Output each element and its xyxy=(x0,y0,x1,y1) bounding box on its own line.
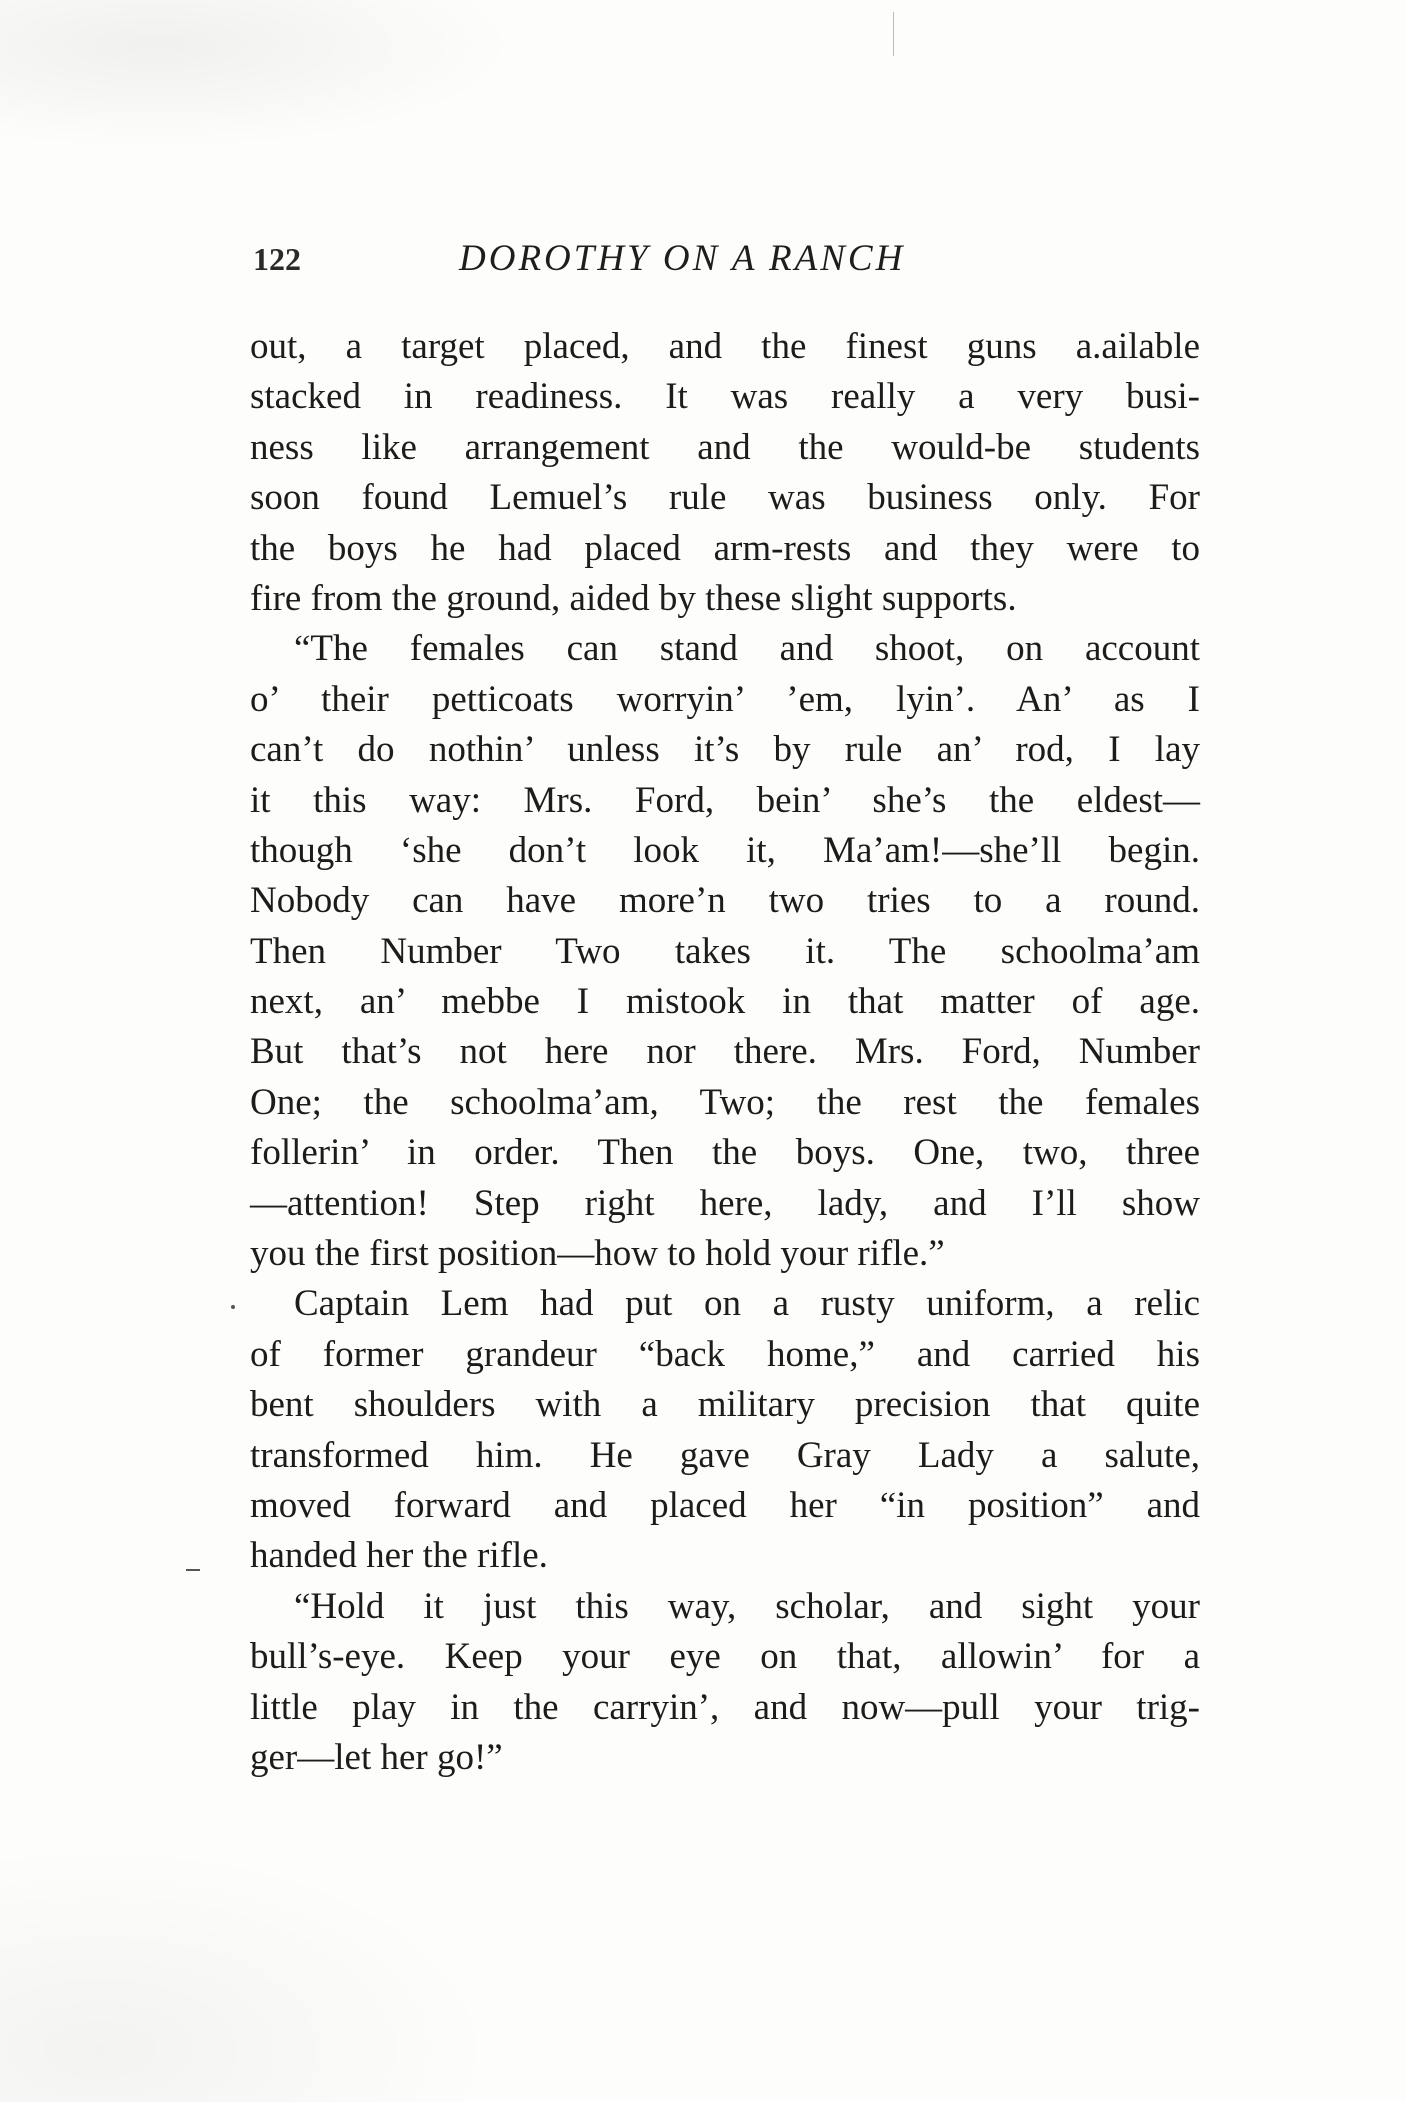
scan-mark xyxy=(893,12,894,56)
paragraph xyxy=(250,322,1200,624)
text-line: soon found Lemuel’s rule was business only. For xyxy=(250,477,1200,519)
body-text xyxy=(250,322,1200,1783)
text-line: Nobody can have more’n two tries to a round. xyxy=(250,880,1200,922)
text-line: One; the schoolma’am, Two; the rest the females xyxy=(250,1081,1200,1123)
text-line: o’ their petticoats worryin’ ’em, lyin’. An’ as I xyxy=(250,678,1200,720)
scan-noise-bottom xyxy=(0,1842,500,2102)
running-head xyxy=(253,234,1193,284)
text-line: “Hold it just this way, scholar, and sight your xyxy=(294,1585,1200,1627)
paragraph xyxy=(250,1279,1200,1581)
text-line: —attention! Step right here, lady, and I’ll show xyxy=(250,1182,1200,1224)
text-line: bent shoulders with a military precision that quite xyxy=(250,1384,1200,1426)
page-number: 122 xyxy=(253,241,301,277)
text-line: next, an’ mebbe I mistook in that matter of age. xyxy=(250,981,1200,1023)
text-line: little play in the carryin’, and now—pull your trig- xyxy=(250,1686,1200,1728)
text-line: fire from the ground, aided by these slight supports. xyxy=(250,577,1017,619)
text-line: Captain Lem had put on a rusty uniform, a relic xyxy=(294,1283,1200,1325)
text-line: follerin’ in order. Then the boys. One, two, three xyxy=(250,1132,1200,1174)
margin-mark xyxy=(186,1569,200,1571)
text-line: you the first position—how to hold your rifle.” xyxy=(250,1233,945,1275)
text-line: “The females can stand and shoot, on account xyxy=(294,628,1200,670)
text-line: moved forward and placed her “in position” and xyxy=(250,1484,1200,1526)
text-line: transformed him. He gave Gray Lady a salute, xyxy=(250,1434,1200,1476)
text-line: the boys he had placed arm-rests and they were to xyxy=(250,527,1200,569)
text-line: But that’s not here nor there. Mrs. Ford, Number xyxy=(250,1031,1200,1073)
text-line: stacked in readiness. It was really a very busi- xyxy=(250,376,1200,418)
text-line: out, a target placed, and the finest guns a.ailable xyxy=(250,326,1200,367)
paragraph xyxy=(250,624,1200,1279)
scan-noise-top xyxy=(0,0,520,150)
text-line: though ‘she don’t look it, Ma’am!—she’ll begin. xyxy=(250,829,1200,871)
text-line: ger—let her go!” xyxy=(250,1736,503,1778)
text-line: Then Number Two takes it. The schoolma’am xyxy=(250,930,1200,972)
text-line: can’t do nothin’ unless it’s by rule an’ rod, I lay xyxy=(250,729,1200,771)
text-line: of former grandeur “back home,” and carried his xyxy=(250,1333,1200,1375)
margin-mark xyxy=(231,1305,235,1309)
text-line: handed her the rifle. xyxy=(250,1535,548,1577)
text-line: ness like arrangement and the would-be students xyxy=(250,426,1200,468)
text-line: bull’s-eye. Keep your eye on that, allowin’ for a xyxy=(250,1636,1200,1678)
book-title: DOROTHY ON A RANCH xyxy=(459,238,906,279)
text-line: it this way: Mrs. Ford, bein’ she’s the eldest— xyxy=(250,779,1200,821)
paragraph xyxy=(250,1582,1200,1784)
